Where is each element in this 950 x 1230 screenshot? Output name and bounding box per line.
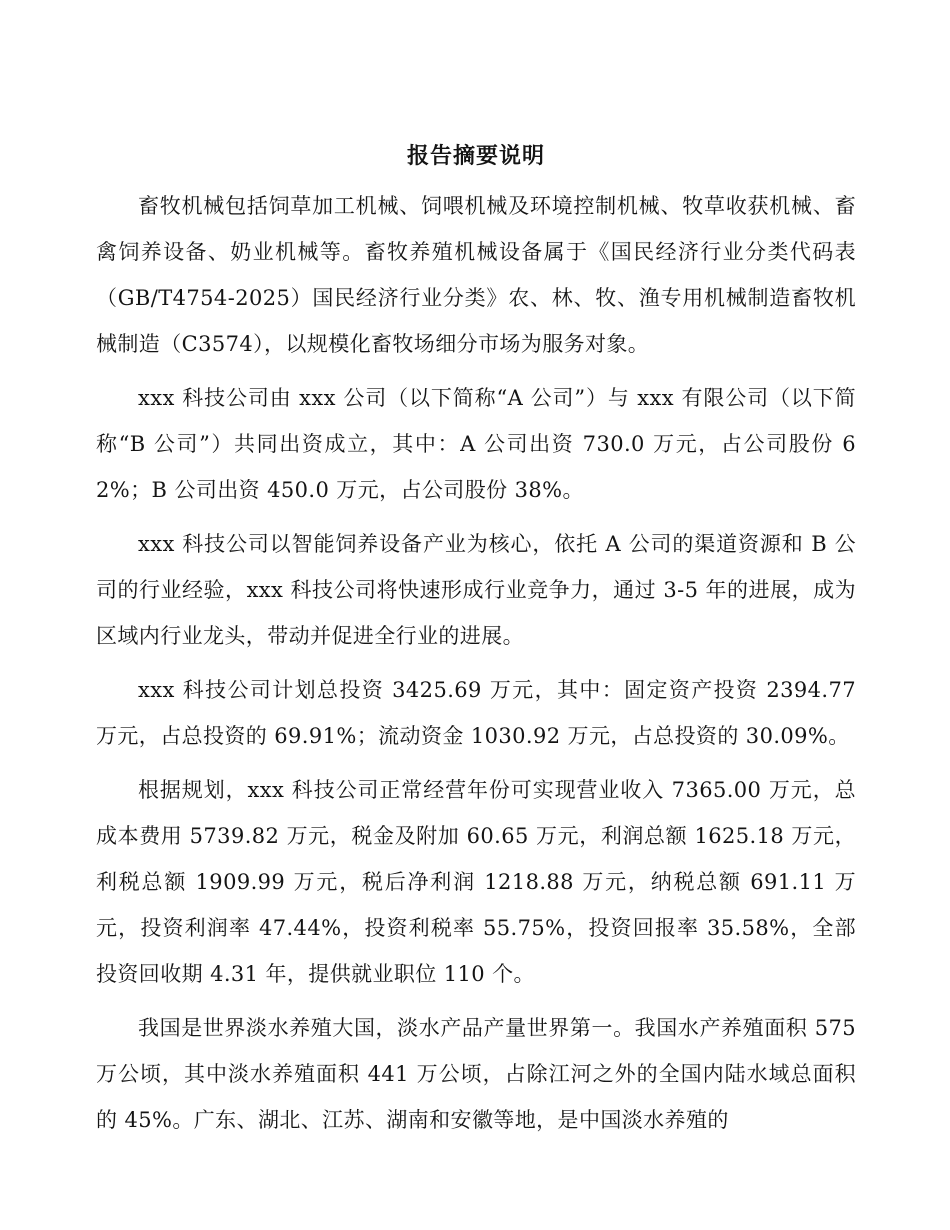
paragraph-investment-plan: xxx 科技公司计划总投资 3425.69 万元，其中：固定资产投资 2394.77 万元，占总投资的 69.91%；流动资金 1030.92 万元，占总投资的 30.09%。	[96, 678, 856, 748]
paragraph-freshwater-aquaculture: 我国是世界淡水养殖大国，淡水产品产量世界第一。我国水产养殖面积 575 万公顷，其中淡水养殖面积 441 万公顷，占除江河之外的全国内陆水域总面积的 45%。广东、湖北、江苏、湖南和安徽等地，是中国淡水养殖的	[96, 1016, 856, 1132]
document-page	[96, 137, 856, 1151]
paragraph-financial-forecast: 根据规划，xxx 科技公司正常经营年份可实现营业收入 7365.00 万元，总成本费用 5739.82 万元，税金及附加 60.65 万元，利润总额 1625.18 万元，利税总额 1909.99 万元，税后净利润 1218.88 万元，纳税总额 691.11 万元，投资利润率 47.44%，投资利税率 55.75%，投资回报率 35.58%，全部投资回收期 4.31 年，提供就业职位 110 个。	[96, 778, 856, 986]
paragraph-company-shareholding: xxx 科技公司由 xxx 公司（以下简称“A 公司”）与 xxx 有限公司（以下简称“B 公司”）共同出资成立，其中：A 公司出资 730.0 万元，占公司股份 62%；B 公司出资 450.0 万元，占公司股份 38%。	[96, 386, 856, 502]
paragraph-machinery-overview: 畜牧机械包括饲草加工机械、饲喂机械及环境控制机械、牧草收获机械、畜禽饲养设备、奶业机械等。畜牧养殖机械设备属于《国民经济行业分类代码表（GB/T4754-2025）国民经济行业分类》农、林、牧、渔专用机械制造畜牧机械制造（C3574），以规模化畜牧场细分市场为服务对象。	[96, 194, 856, 356]
document-title: 报告摘要说明	[406, 144, 545, 169]
paragraph-company-strategy: xxx 科技公司以智能饲养设备产业为核心，依托 A 公司的渠道资源和 B 公司的行业经验，xxx 科技公司将快速形成行业竞争力，通过 3-5 年的进展，成为区域内行业龙头，带动并促进全行业的进展。	[96, 532, 856, 648]
